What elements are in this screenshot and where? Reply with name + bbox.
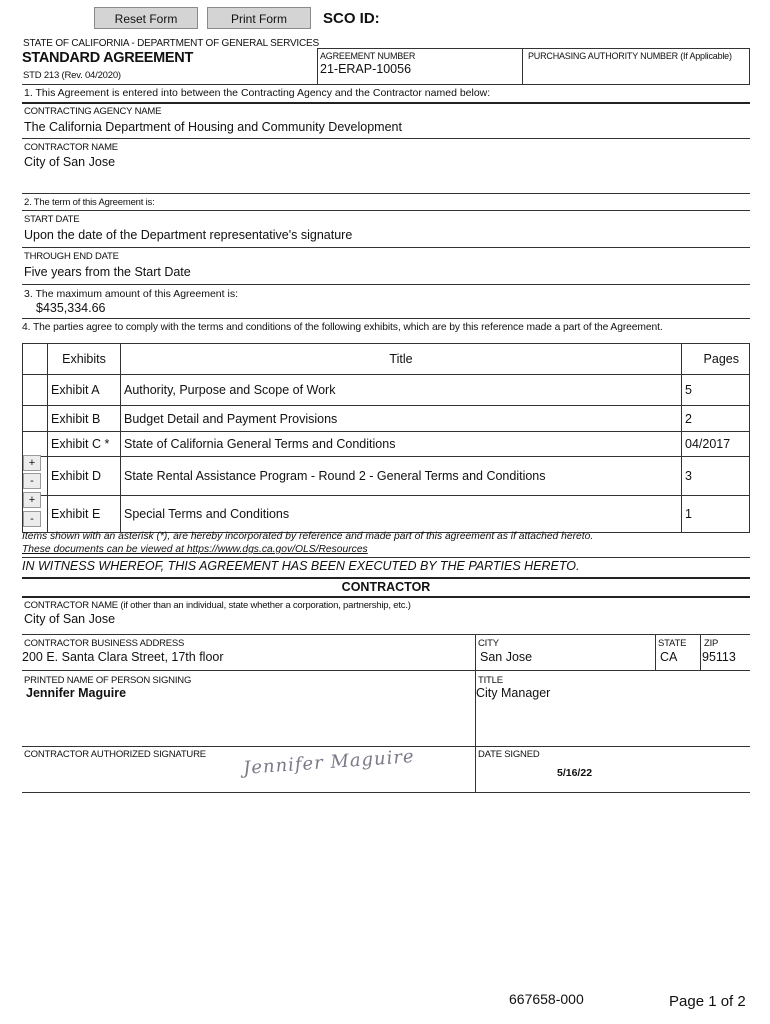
table-row [23,457,750,496]
business-address-label: CONTRACTOR BUSINESS ADDRESS [24,638,185,649]
title-cell[interactable]: Special Terms and Conditions [121,496,682,533]
section3-intro: 3. The maximum amount of this Agreement is: [24,288,238,300]
resources-link[interactable]: These documents can be viewed at https://www.dgs.ca.gov/OLS/Resources [22,544,368,555]
contractor-heading: CONTRACTOR [341,580,431,594]
signature-image: Jennifer Maguire [242,746,416,779]
exhibit-cell[interactable]: Exhibit E [48,496,121,533]
section4-intro: 4. The parties agree to comply with the terms and conditions of the following exhibits, which are by this reference made a part of the Agreement. [22,322,663,333]
department-line: STATE OF CALIFORNIA - DEPARTMENT OF GENERAL SERVICES [23,38,319,49]
exhibit-cell[interactable]: Exhibit C * [48,432,121,457]
title-column-header: Title [121,344,682,375]
zip-field[interactable]: 95113 [702,650,736,664]
end-date-label: THROUGH END DATE [24,251,119,262]
exhibit-cell[interactable]: Exhibit D [48,457,121,496]
table-row [23,496,750,533]
pages-column-header: Pages [682,344,750,375]
section2-intro: 2. The term of this Agreement is: [24,197,155,208]
page-indicator: Page 1 of 2 [669,993,746,1010]
date-signed-label: DATE SIGNED [478,749,540,760]
witness-statement: IN WITNESS WHEREOF, THIS AGREEMENT HAS BEEN EXECUTED BY THE PARTIES HERETO. [22,559,580,573]
title-cell[interactable]: State Rental Assistance Program - Round 2 - General Terms and Conditions [121,457,682,496]
printed-name-label: PRINTED NAME OF PERSON SIGNING [24,675,192,686]
exhibit-cell[interactable]: Exhibit A [48,375,121,406]
state-field[interactable]: CA [660,650,678,664]
document-id: 667658-000 [509,991,584,1007]
pages-cell[interactable]: 2 [682,406,750,432]
signature-label: CONTRACTOR AUTHORIZED SIGNATURE [24,749,206,760]
title-cell[interactable]: State of California General Terms and Conditions [121,432,682,457]
remove-row-button[interactable]: - [23,473,41,489]
title-cell[interactable]: Budget Detail and Payment Provisions [121,406,682,432]
title-cell[interactable]: Authority, Purpose and Scope of Work [121,375,682,406]
asterisk-note: Items shown with an asterisk (*), are hereby incorporated by reference and made part of this agreement as if attached hereto. [22,531,594,542]
exhibits-column-header: Exhibits [48,344,121,375]
table-row [23,406,750,432]
zip-label: ZIP [704,638,719,649]
city-field[interactable]: San Jose [480,650,533,664]
section1-intro: 1. This Agreement is entered into between the Contracting Agency and the Contractor named below: [24,87,491,99]
exhibit-cell[interactable]: Exhibit B [48,406,121,432]
table-row [23,375,750,406]
date-signed-field[interactable]: 5/16/22 [557,767,593,779]
end-date-field[interactable]: Five years from the Start Date [24,265,191,279]
agency-name-label: CONTRACTING AGENCY NAME [24,106,162,117]
pages-cell[interactable]: 5 [682,375,750,406]
purchasing-authority-label: PURCHASING AUTHORITY NUMBER (If Applicable) [528,51,732,61]
start-date-field[interactable]: Upon the date of the Department representative's signature [24,228,353,242]
title-field[interactable]: City Manager [476,686,551,700]
agreement-number-field[interactable]: 21-ERAP-10056 [320,62,412,76]
print-form-button[interactable]: Print Form [207,7,311,29]
pages-cell[interactable]: 3 [682,457,750,496]
table-row [23,432,750,457]
agreement-number-label: AGREEMENT NUMBER [320,51,416,61]
pages-cell[interactable]: 04/2017 [682,432,750,457]
sco-id-label: SCO ID: [323,10,380,27]
contractor-name-detail-label: CONTRACTOR NAME (if other than an individual, state whether a corporation, partnership, etc.) [24,600,411,611]
contractor-name-label: CONTRACTOR NAME [24,142,118,153]
table-header-row [23,344,750,375]
add-row-button[interactable]: + [23,455,41,471]
title-label: TITLE [478,675,503,686]
max-amount-field[interactable]: $435,334.66 [36,301,106,315]
business-address-field[interactable]: 200 E. Santa Clara Street, 17th floor [22,650,224,664]
printed-name-field[interactable]: Jennifer Maguire [26,686,127,700]
agency-name-field[interactable]: The California Department of Housing and Community Development [24,120,402,134]
pages-cell[interactable]: 1 [682,496,750,533]
remove-row-button[interactable]: - [23,511,41,527]
reset-form-button[interactable]: Reset Form [94,7,198,29]
start-date-label: START DATE [24,214,80,225]
add-row-button[interactable]: + [23,492,41,508]
form-title: STANDARD AGREEMENT [22,50,194,66]
state-label: STATE [658,638,687,649]
form-number: STD 213 (Rev. 04/2020) [23,70,121,81]
exhibits-table [22,343,750,533]
city-label: CITY [478,638,499,649]
contractor-name-detail-field[interactable]: City of San Jose [24,612,116,626]
contractor-name-field[interactable]: City of San Jose [24,155,116,169]
